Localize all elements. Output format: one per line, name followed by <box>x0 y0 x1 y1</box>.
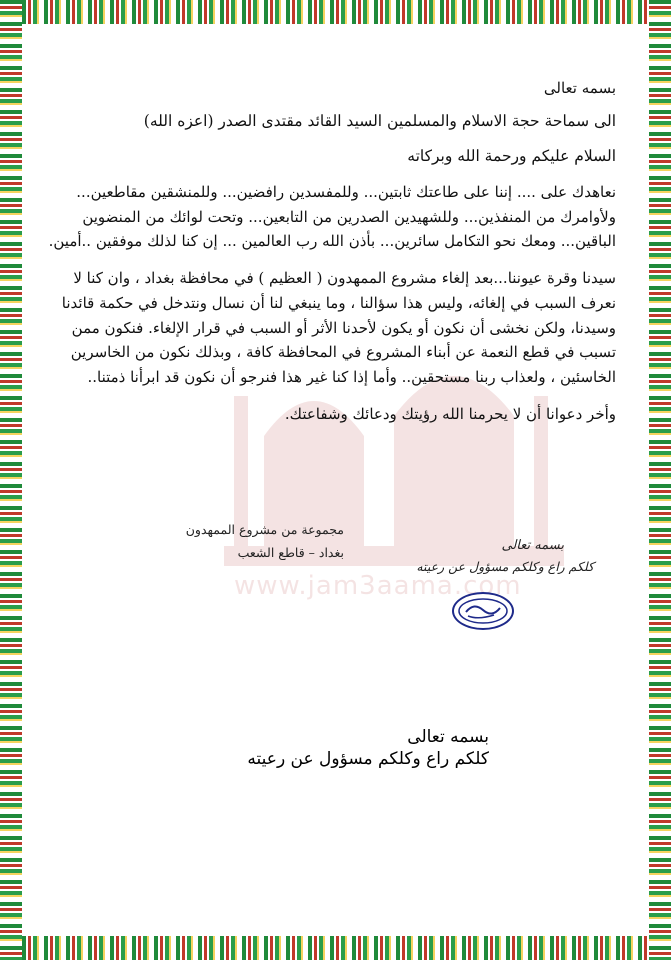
seal-stamp-icon <box>452 592 514 630</box>
letter-closing: وأخر دعوانا أن لا يحرمنا الله رؤيتك ودعائك وشفاعتك. <box>284 404 616 423</box>
paragraph-line: نعاهدك على .... إننا على طاعتك ثابتين... وللمفسدين رافضين... وللمنشقين مقاطعين... <box>76 182 616 201</box>
paragraph-line: ولأوامرك من المنفذين... وللشهيدين الصدرين من التابعين... وتحت لوائك من المنضوين <box>82 207 616 226</box>
paragraph-line: الخاسئين ، ولعذاب ربنا مستحقين.. وأما إذا كنا غير هذا فنرجو أن نكون قد ابرأنا ذمتنا.. <box>87 368 616 387</box>
handwritten-line-2: كلكم راع وكلكم مسؤول عن رعيته <box>416 558 594 574</box>
paragraph-line: الباقين... ومعك نحو التكامل سائرين... بأذن الله رب العالمين ... إن كنا لذلك موفقين ..أمين. <box>48 232 616 251</box>
decorative-border-bottom <box>0 936 671 960</box>
paragraph-line: وسيدنا، ولكن نخشى أن نكون أو يكون لأحدنا الأثر أو السبب في قرار الإلغاء. فنكون ممن <box>71 318 616 337</box>
signature-location: بغداد – قاطع الشعب <box>237 544 344 560</box>
watermark-url: www.jam3aama.com <box>234 571 522 601</box>
letter-page <box>24 26 634 932</box>
paragraph-pledge <box>46 180 616 254</box>
decorative-border-right <box>649 0 671 960</box>
paragraph-line: سيدنا وقرة عيوننا...بعد إلغاء مشروع الممهدون ( العظيم ) في محافظة بغداد ، وان كنا لا <box>73 269 616 288</box>
typed-reply <box>169 726 489 771</box>
handwritten-line-1: بسمه تعالى <box>501 538 564 553</box>
letter-addressee: الى سماحة حجة الاسلام والمسلمين السيد القائد مقتدى الصدر (اعزه الله) <box>143 111 616 130</box>
decorative-border-top <box>0 0 671 24</box>
paragraph-line: نعرف السبب في إلغائه، وليس هذا سؤالنا ، وما ينبغي لنا أن نسال ونتدخل في حكمة قائدنا <box>61 293 616 312</box>
signature-block <box>154 519 344 564</box>
handwritten-reply <box>374 536 594 577</box>
signature-group: مجموعة من مشروع الممهدون <box>185 522 344 537</box>
letter-greeting: السلام عليكم ورحمة الله وبركاته <box>407 147 616 166</box>
letter-body <box>46 76 616 439</box>
decorative-border-left <box>0 0 22 960</box>
typed-reply-line-2: كلكم راع وكلكم مسؤول عن رعيته <box>247 749 489 770</box>
letter-opening: بسمه تعالى <box>543 79 616 97</box>
typed-reply-line-1: بسمه تعالى <box>407 727 489 747</box>
paragraph-line: تسبب في قطع النعمة عن أبناء المشروع في المحافظة كافة ، وبذلك نكون من الخاسرين <box>70 343 616 362</box>
paragraph-request <box>46 266 616 390</box>
